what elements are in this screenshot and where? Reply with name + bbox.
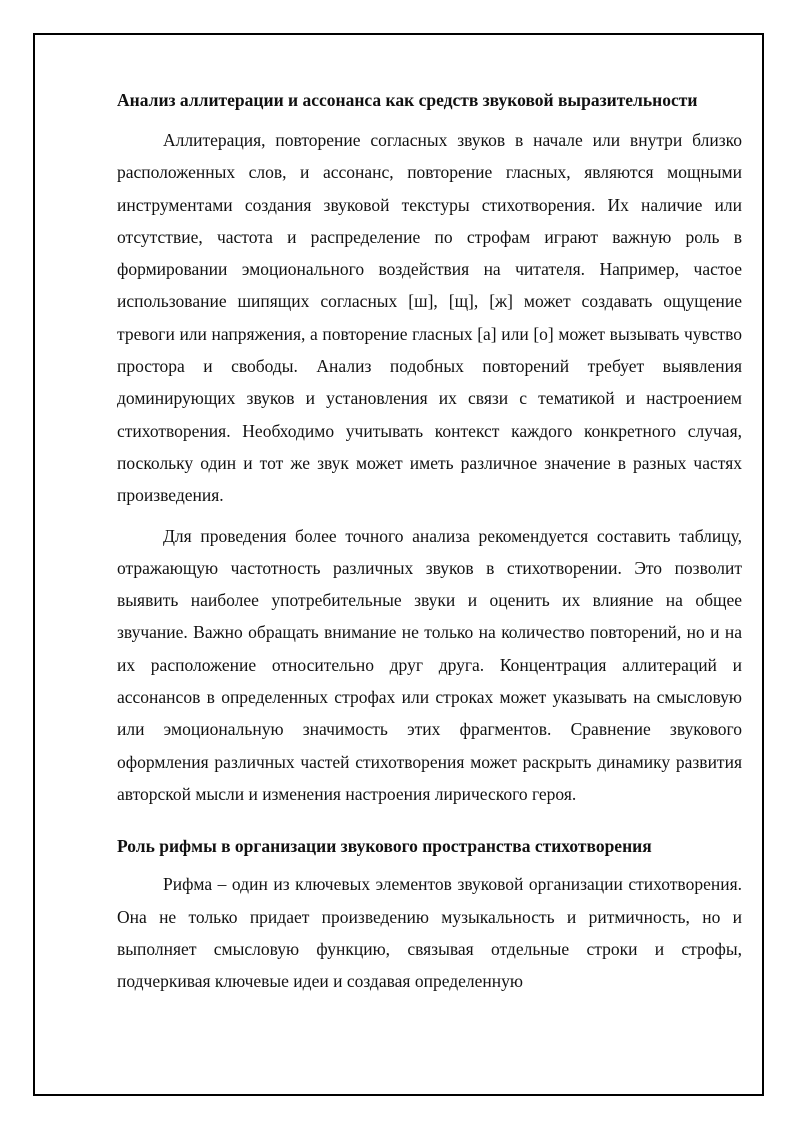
section-heading-rhyme: Роль рифмы в организации звукового пространства стихотворения	[117, 836, 652, 857]
paragraph-rhyme-role: Рифма – один из ключевых элементов звуковой организации стихотворения. Она не только придает произведению музыкальность и ритмичность, но и выполняет смысловую функцию, связывая отдельные строки и строфы, подчеркивая ключевые идеи и создавая определенную	[117, 874, 742, 992]
paragraph-frequency-analysis: Для проведения более точного анализа рекомендуется составить таблицу, отражающую частотность различных звуков в стихотворении. Это позволит выявить наиболее употребительные звуки и оценить их влияние на общее звучание. Важно обращать внимание не только на количество повторений, но и на их расположение относительно друг друга. Концентрация аллитераций и ассонансов в определенных строфах или строках может указывать на смысловую или эмоциональную значимость этих фрагментов. Сравнение звукового оформления различных частей стихотворения может раскрыть динамику развития авторской мысли и изменения настроения лирического героя.	[117, 525, 742, 804]
section-heading-alliteration: Анализ аллитерации и ассонанса как средств звуковой выразительности	[117, 90, 698, 110]
document-body	[117, 84, 742, 997]
paragraph-alliteration-definition: Аллитерация, повторение согласных звуков в начале или внутри близко расположенных слов, и ассонанс, повторение гласных, являются мощными инструментами создания звуковой текстуры стихотворения. Их наличие или отсутствие, частота и распределение по строфам играют важную роль в формировании эмоционального воздействия на читателя. Например, частое использование шипящих согласных [ш], [щ], [ж] может создавать ощущение тревоги или напряжения, а повторение гласных [а] или [о] может вызывать чувство простора и свободы. Анализ подобных повторений требует выявления доминирующих звуков и установления их связи с тематикой и настроением стихотворения. Необходимо учитывать контекст каждого конкретного случая, поскольку один и тот же звук может иметь различное значение в разных частях произведения.	[117, 130, 742, 506]
